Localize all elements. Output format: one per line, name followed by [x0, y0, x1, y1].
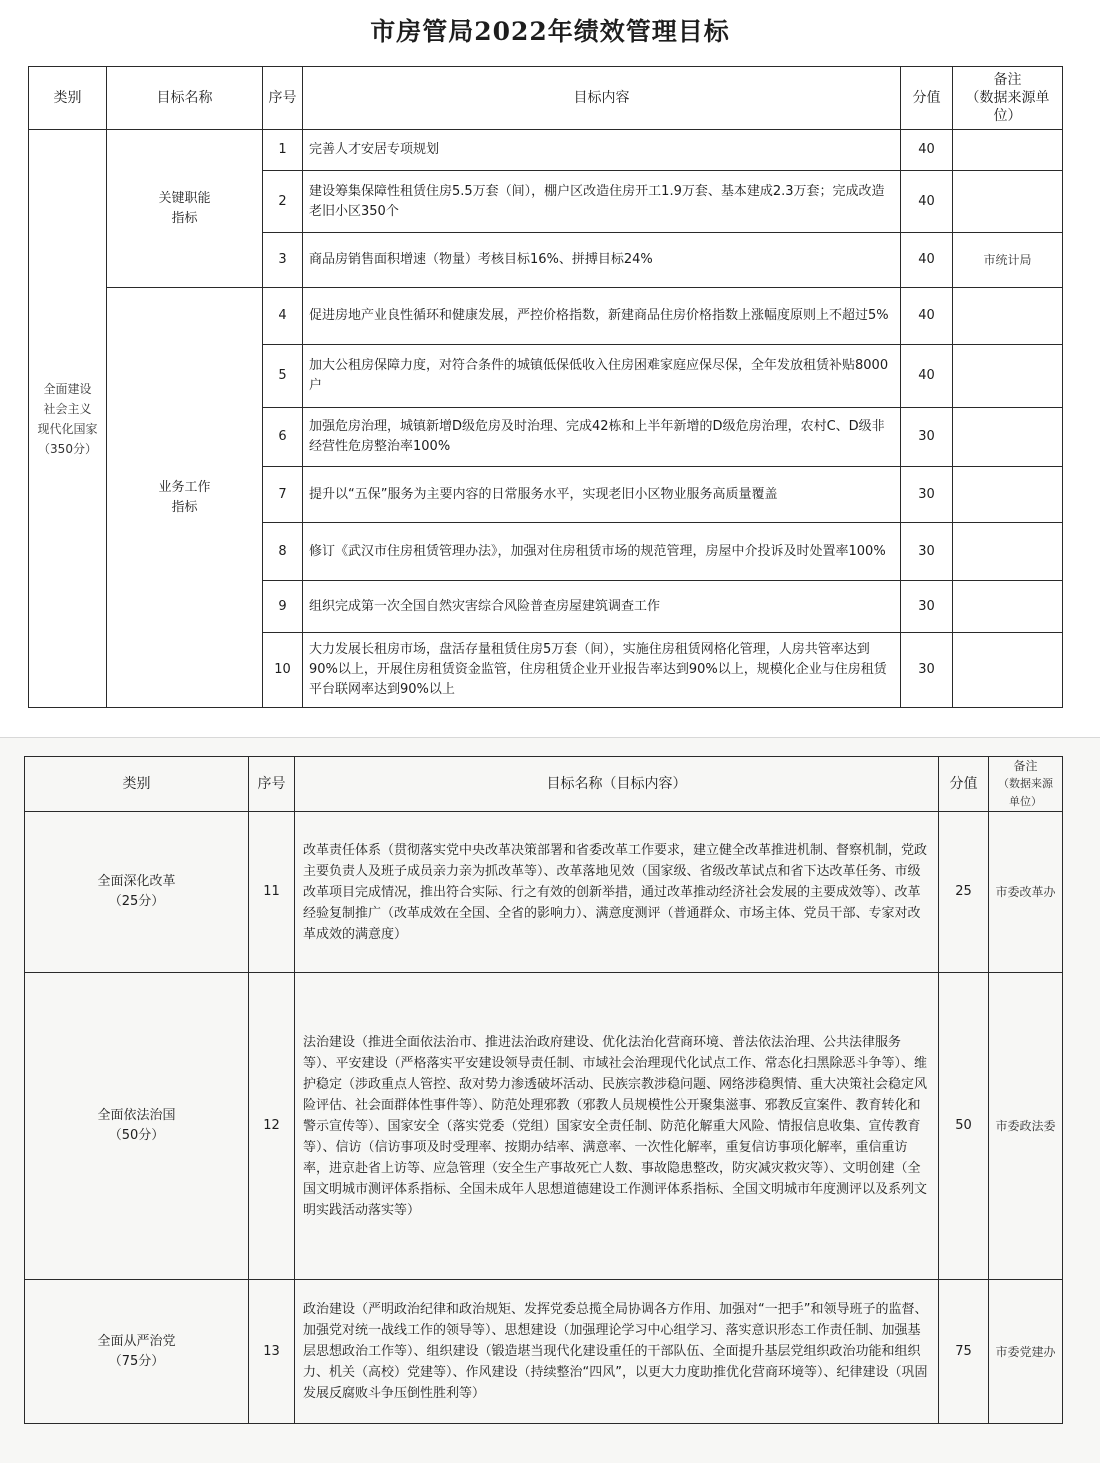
category-line1: 全面从严治党	[97, 1333, 176, 1349]
content-cell: 加大公租房保障力度，对符合条件的城镇低保低收入住房困难家庭应保尽保，全年发放租赁补贴8000户	[303, 345, 901, 408]
category-line1: 全面建设	[43, 381, 92, 396]
seq-cell: 11	[249, 812, 295, 973]
remark-cell: 市委改革办	[989, 812, 1063, 973]
seq-cell: 7	[263, 467, 303, 523]
content-cell: 加强危房治理，城镇新增D级危房及时治理、完成42栋和上半年新增的D级危房治理，农村C、D级非经营性危房整治率100%	[303, 408, 901, 467]
category-line3: 现代化国家	[37, 421, 98, 436]
score-cell: 40	[901, 233, 953, 288]
remark-cell	[953, 130, 1063, 171]
header-seq: 序号	[249, 757, 295, 812]
category-line2: （25分）	[108, 894, 165, 909]
category-cell	[25, 812, 249, 973]
score-cell: 30	[901, 408, 953, 467]
content-cell: 促进房地产业良性循环和健康发展，严控价格指数，新建商品住房价格指数上涨幅度原则上不超过5%	[303, 288, 901, 345]
remark-cell	[953, 633, 1063, 708]
header-score: 分值	[901, 67, 953, 130]
seq-cell: 8	[263, 523, 303, 581]
category-line1: 全面依法治国	[97, 1108, 176, 1123]
category-line1: 全面深化改革	[97, 874, 176, 889]
table-row	[29, 288, 1063, 345]
seq-cell: 13	[249, 1280, 295, 1424]
category-line2: （75分）	[108, 1353, 165, 1369]
content-cell: 建设筹集保障性租赁住房5.5万套（间），棚户区改造住房开工1.9万套、基本建成2.3万套；完成改造老旧小区350个	[303, 171, 901, 233]
table-header-row	[29, 67, 1063, 130]
score-cell: 50	[939, 973, 989, 1280]
category-line4: （350分）	[38, 441, 97, 456]
table-row	[25, 1280, 1063, 1424]
content-cell: 完善人才安居专项规划	[303, 130, 901, 171]
remark-cell	[953, 408, 1063, 467]
table-row	[25, 812, 1063, 973]
seq-cell: 3	[263, 233, 303, 288]
category-line2: 社会主义	[43, 401, 92, 416]
table-row	[25, 973, 1063, 1280]
score-cell: 40	[901, 288, 953, 345]
group1-line1: 关键职能	[158, 190, 211, 206]
group2-line1: 业务工作	[158, 479, 211, 495]
header-remark	[989, 757, 1063, 812]
header-remark-line1: 备注	[1013, 759, 1038, 773]
score-cell: 40	[901, 345, 953, 408]
group-cell-key-functions	[107, 130, 263, 288]
header-remark-line2: （数据来源单位）	[998, 777, 1053, 808]
header-seq: 序号	[263, 67, 303, 130]
targets-table-2	[24, 756, 1063, 1424]
content-cell: 改革责任体系（贯彻落实党中央改革决策部署和省委改革工作要求，建立健全改革推进机制、督察机制，党政主要负责人及班子成员亲力亲为抓改革等）、改革落地见效（国家级、省级改革试点和省下达改革任务、市级改革项目完成情况，推出符合实际、行之有效的创新举措，通过改革推动经济社会发展的主要成效等）、改革经验复制推广（改革成效在全国、全省的影响力）、满意度测评（普通群众、市场主体、党员干部、专家对改革成效的满意度）	[295, 812, 939, 973]
header-category: 类别	[29, 67, 107, 130]
seq-cell: 5	[263, 345, 303, 408]
score-cell: 30	[901, 467, 953, 523]
content-cell: 组织完成第一次全国自然灾害综合风险普查房屋建筑调查工作	[303, 581, 901, 633]
seq-cell: 6	[263, 408, 303, 467]
score-cell: 40	[901, 171, 953, 233]
seq-cell: 2	[263, 171, 303, 233]
remark-cell: 市委党建办	[989, 1280, 1063, 1424]
document-page-2	[0, 737, 1100, 1463]
group-cell-business-work	[107, 288, 263, 708]
header-content: 目标内容	[303, 67, 901, 130]
group1-line2: 指标	[171, 210, 198, 226]
header-remark-line2: （数据来源单位）	[965, 90, 1050, 124]
remark-cell	[953, 288, 1063, 345]
content-cell: 法治建设（推进全面依法治市、推进法治政府建设、优化法治化营商环境、普法依法治理、公共法律服务等）、平安建设（严格落实平安建设领导责任制、市域社会治理现代化试点工作、常态化扫黑除恶斗争等）、维护稳定（涉政重点人管控、敌对势力渗透破坏活动、民族宗教涉稳问题、网络涉稳舆情、重大决策社会稳定风险评估、社会面群体性事件等）、防范处理邪教（邪教人员规模性公开聚集滋事、邪教反宣案件、教育转化和警示宣传等）、国家安全（落实党委（党组）国家安全责任制、防范化解重大风险、情报信息收集、宣传教育等）、信访（信访事项及时受理率、按期办结率、满意率、一次性化解率，重复信访事项化解率，重信重访率，进京赴省上访等、应急管理（安全生产事故死亡人数、事故隐患整改，防灾减灾救灾等）、文明创建（全国文明城市测评体系指标、全国未成年人思想道德建设工作测评体系指标、全国文明城市年度测评以及系列文明实践活动落实等）	[295, 973, 939, 1280]
header-category: 类别	[25, 757, 249, 812]
targets-table-1	[28, 66, 1063, 708]
table-header-row	[25, 757, 1063, 812]
header-target-name: 目标名称	[107, 67, 263, 130]
seq-cell: 12	[249, 973, 295, 1280]
content-cell: 商品房销售面积增速（物量）考核目标16%、拼搏目标24%	[303, 233, 901, 288]
category-line2: （50分）	[108, 1128, 165, 1143]
header-score: 分值	[939, 757, 989, 812]
category-cell	[25, 1280, 249, 1424]
category-cell	[29, 130, 107, 708]
content-cell: 修订《武汉市住房租赁管理办法》，加强对住房租赁市场的规范管理，房屋中介投诉及时处置率100%	[303, 523, 901, 581]
remark-cell	[953, 345, 1063, 408]
remark-cell	[953, 581, 1063, 633]
score-cell: 25	[939, 812, 989, 973]
seq-cell: 1	[263, 130, 303, 171]
seq-cell: 10	[263, 633, 303, 708]
score-cell: 30	[901, 523, 953, 581]
content-cell: 大力发展长租房市场，盘活存量租赁住房5万套（间），实施住房租赁网格化管理，人房共管率达到90%以上，开展住房租赁资金监管，住房租赁企业开业报告率达到90%以上，规模化企业与住房租赁平台联网率达到90%以上	[303, 633, 901, 708]
document-page-1	[0, 0, 1100, 725]
score-cell: 40	[901, 130, 953, 171]
content-cell: 提升以“五保”服务为主要内容的日常服务水平，实现老旧小区物业服务高质量覆盖	[303, 467, 901, 523]
content-cell: 政治建设（严明政治纪律和政治规矩、发挥党委总揽全局协调各方作用、加强对“一把手”和领导班子的监督、加强党对统一战线工作的领导等）、思想建设（加强理论学习中心组学习、落实意识形态工作责任制、加强基层思想政治工作等）、组织建设（锻造堪当现代化建设重任的干部队伍、全面提升基层党组织政治功能和组织力、机关（高校）党建等）、作风建设（持续整治“四风”，以更大力度助推优化营商环境等）、纪律建设（巩固发展反腐败斗争压倒性胜利等）	[295, 1280, 939, 1424]
seq-cell: 4	[263, 288, 303, 345]
remark-cell	[953, 467, 1063, 523]
category-cell	[25, 973, 249, 1280]
page-title: 市房管局2022年绩效管理目标	[370, 17, 730, 46]
score-cell: 75	[939, 1280, 989, 1424]
remark-cell: 市统计局	[953, 233, 1063, 288]
header-remark-line1: 备注	[993, 72, 1022, 88]
score-cell: 30	[901, 633, 953, 708]
group2-line2: 指标	[171, 499, 198, 515]
score-cell: 30	[901, 581, 953, 633]
table-row	[29, 130, 1063, 171]
header-content: 目标名称（目标内容）	[295, 757, 939, 812]
header-remark	[953, 67, 1063, 130]
seq-cell: 9	[263, 581, 303, 633]
remark-cell	[953, 523, 1063, 581]
remark-cell	[953, 171, 1063, 233]
remark-cell: 市委政法委	[989, 973, 1063, 1280]
